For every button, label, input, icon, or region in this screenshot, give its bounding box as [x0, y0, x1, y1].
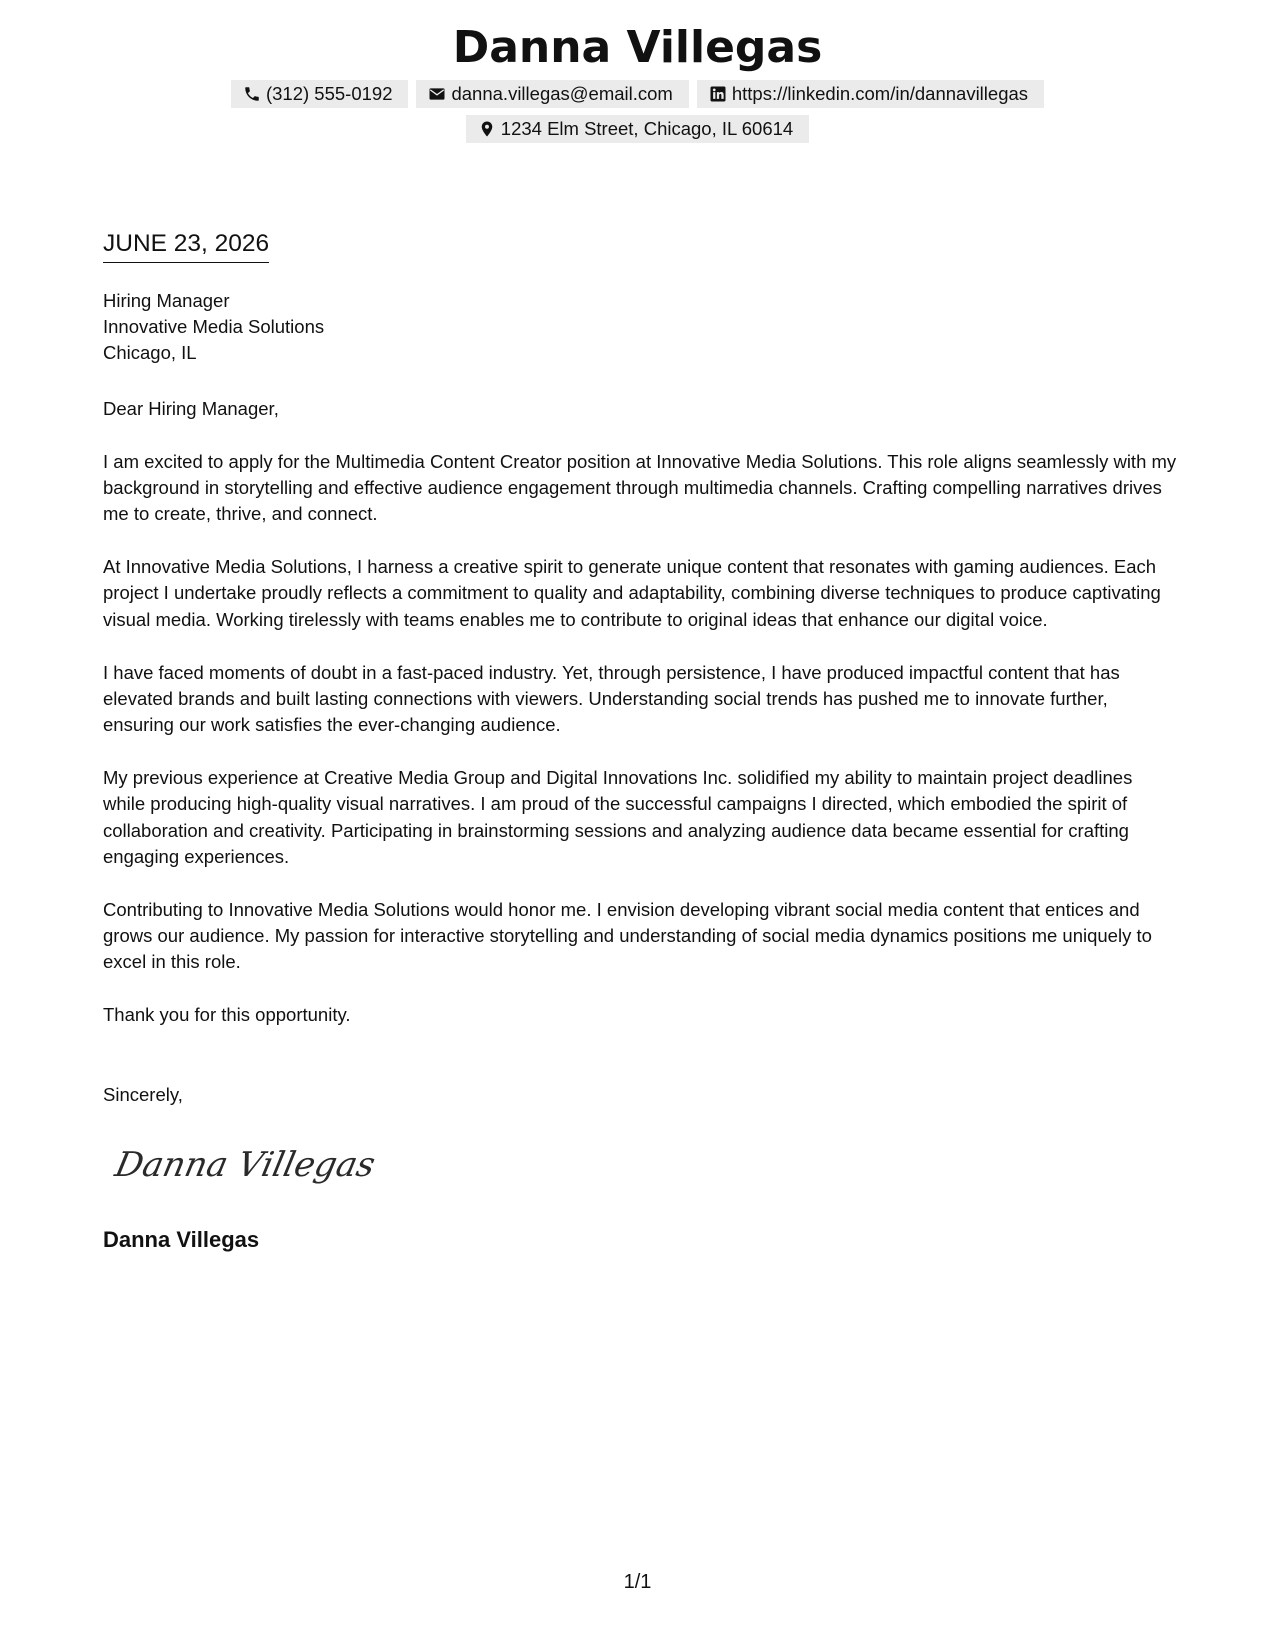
recipient-location: Chicago, IL	[103, 342, 197, 363]
salutation: Dear Hiring Manager,	[103, 398, 279, 419]
contact-linkedin	[697, 80, 1044, 108]
linkedin-icon	[709, 85, 727, 103]
body-paragraph: I am excited to apply for the Multimedia Content Creator position at Innovative Media Solutions. This role aligns seamlessly with my background in storytelling and effective audience engagement through multimedia channels. Crafting compelling narratives drives me to create, thrive, and connect.	[103, 450, 1177, 525]
signer-name: Danna Villegas	[103, 1227, 260, 1252]
envelope-icon	[428, 85, 446, 103]
applicant-name: Danna Villegas	[452, 22, 823, 73]
body-paragraph: I have faced moments of doubt in a fast-paced industry. Yet, through persistence, I have produced impactful content that has elevated brands and built lasting connections with viewers. Understanding social trends has pushed me to innovate further, ensuring our work satisfies the ever-changing audience.	[103, 661, 1120, 736]
contact-row-address	[0, 115, 1275, 143]
recipient-title: Hiring Manager	[103, 290, 230, 311]
handwritten-signature	[111, 1136, 379, 1192]
letter-date: JUNE 23, 2026	[103, 228, 269, 263]
page-number: 1/1	[623, 1571, 652, 1593]
body-paragraph: My previous experience at Creative Media Group and Digital Innovations Inc. solidified my ability to maintain project deadlines while producing high-quality visual narratives. I am proud of the successful campaigns I directed, which embodied the spirit of collaboration and creativity. Participating in brainstorming sessions and analyzing audience data became essential for crafting engaging experiences.	[103, 766, 1133, 867]
sign-off: Sincerely,	[103, 1084, 183, 1105]
letter-body	[103, 396, 1178, 1055]
recipient-company: Innovative Media Solutions	[103, 316, 325, 337]
linkedin-text: https://linkedin.com/in/dannavillegas	[731, 83, 1029, 104]
signature-lettering: Danna Villegas	[111, 1145, 379, 1185]
contact-phone	[231, 80, 409, 108]
closing-line: Thank you for this opportunity.	[103, 1004, 351, 1026]
address-text: 1234 Elm Street, Chicago, IL 60614	[500, 118, 794, 139]
email-text: danna.villegas@email.com	[451, 83, 673, 104]
phone-icon	[243, 85, 261, 103]
body-paragraph: Contributing to Innovative Media Solutions would honor me. I envision developing vibrant social media content that entices and grows our audience. My passion for interactive storytelling and understanding of social media dynamics positions me uniquely to excel in this role.	[103, 898, 1152, 973]
contact-address	[466, 115, 809, 143]
map-pin-icon	[478, 120, 496, 138]
recipient-block	[103, 288, 324, 366]
body-paragraph: At Innovative Media Solutions, I harness a creative spirit to generate unique content that resonates with gaming audiences. Each project I undertake proudly reflects a commitment to quality and adaptability, combining diverse techniques to produce captivating visual media. Working tirelessly with teams enables me to contribute to original ideas that enhance our digital voice.	[103, 556, 1161, 630]
contact-row	[0, 80, 1275, 108]
phone-text: (312) 555-0192	[265, 83, 393, 104]
contact-email	[416, 80, 688, 108]
